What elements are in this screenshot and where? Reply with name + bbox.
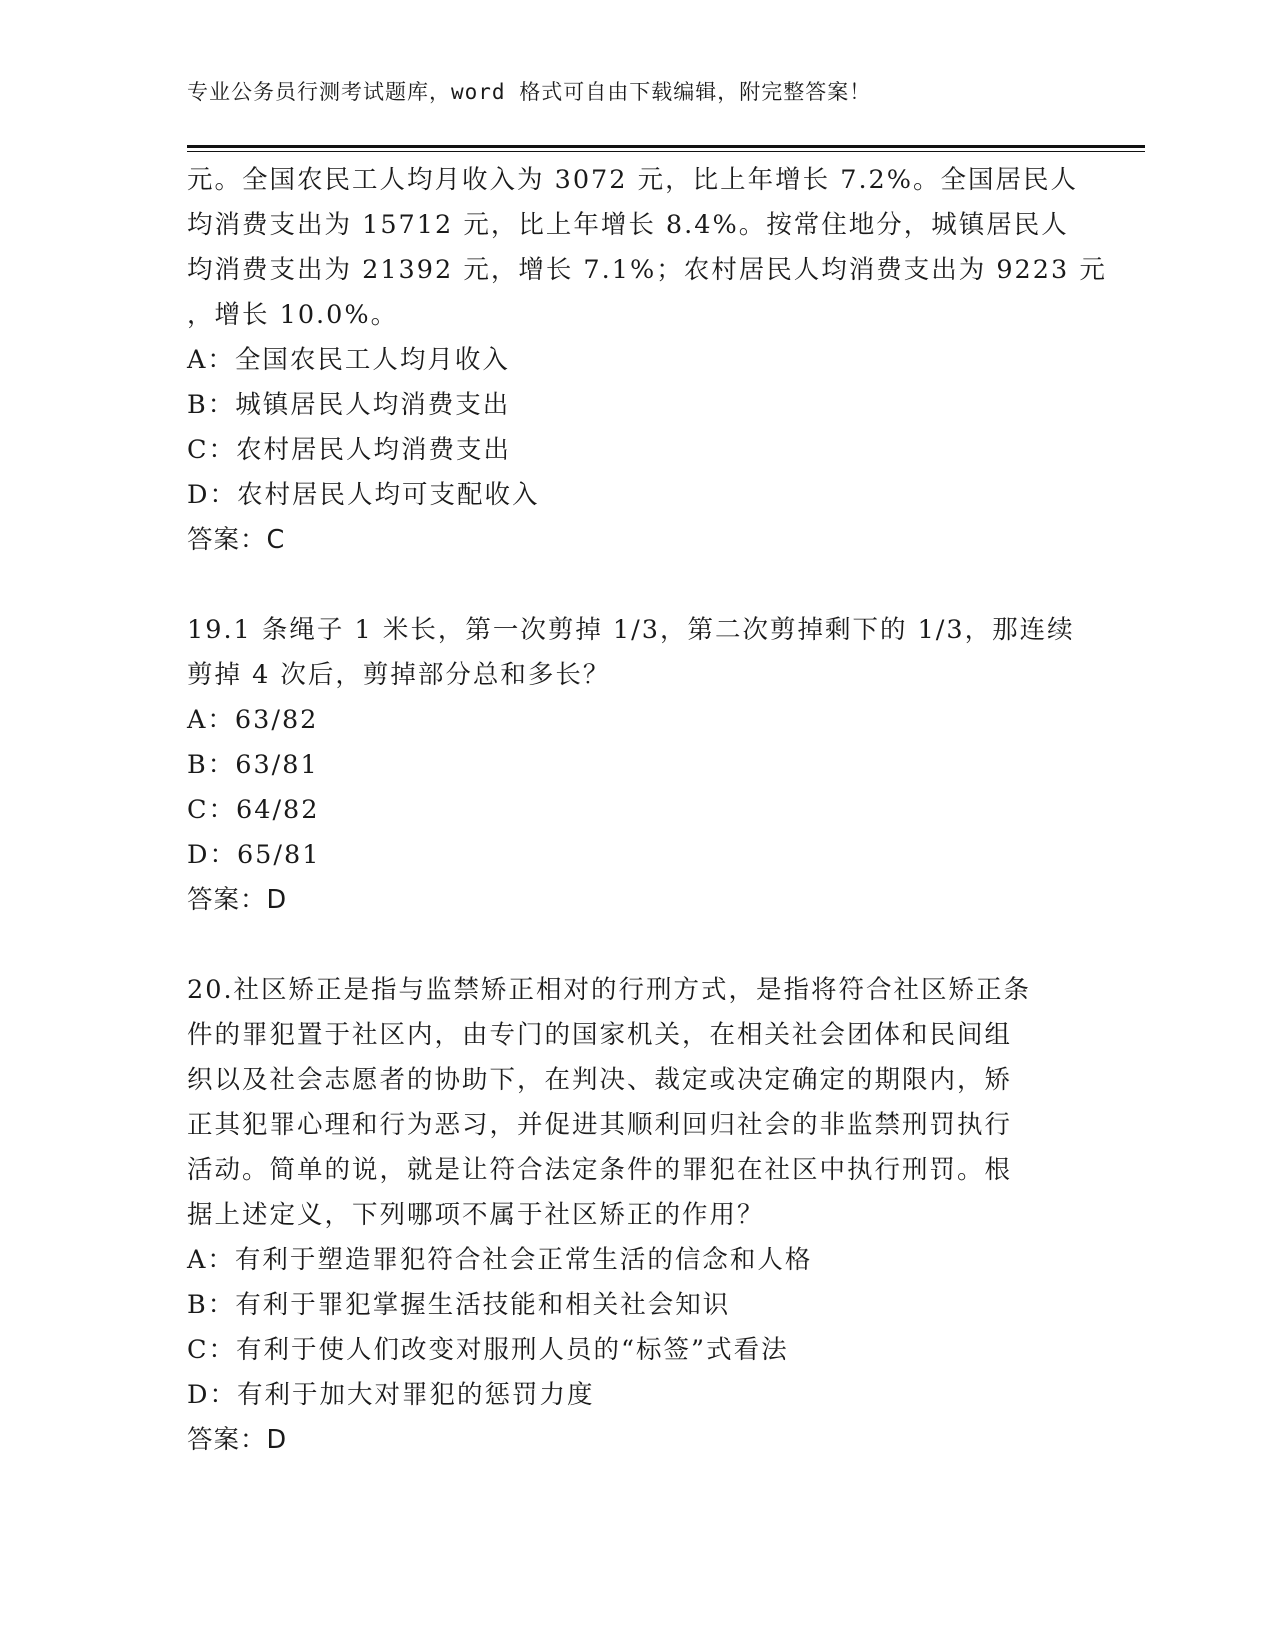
- header-rule-thin: [187, 151, 1145, 152]
- question-stem-line: 织以及社会志愿者的协助下，在判决、裁定或决定确定的期限内，矫: [187, 1065, 1013, 1095]
- question-stem-line: 元。全国农民工人均月收入为 3072 元，比上年增长 7.2%。全国居民人: [187, 165, 1078, 195]
- question-stem-line: 19.1 条绳子 1 米长，第一次剪掉 1/3，第二次剪掉剩下的 1/3，那连续: [187, 615, 1075, 645]
- option-c: C：64/82: [187, 795, 320, 825]
- option-a: A：63/82: [187, 705, 319, 735]
- answer: 答案：D: [187, 885, 288, 915]
- question-stem-line: 均消费支出为 21392 元，增长 7.1%；农村居民人均消费支出为 9223 元: [187, 255, 1107, 285]
- spacer: [187, 923, 1087, 968]
- option-c: C：有利于使人们改变对服刑人员的“标签”式看法: [187, 1335, 789, 1365]
- option-a: A：全国农民工人均月收入: [187, 345, 510, 375]
- question-stem-line: 均消费支出为 15712 元，比上年增长 8.4%。按常住地分，城镇居民人: [187, 210, 1069, 240]
- question-stem-line: ，增长 10.0%。: [187, 300, 399, 330]
- question-stem-line: 剪掉 4 次后，剪掉部分总和多长？: [187, 660, 611, 690]
- option-d: D：农村居民人均可支配收入: [187, 480, 540, 510]
- question-19: [187, 608, 1087, 923]
- page-header: 专业公务员行测考试题库，word 格式可自由下载编辑，附完整答案！: [187, 80, 872, 104]
- question-stem-line: 件的罪犯置于社区内，由专门的国家机关，在相关社会团体和民间组: [187, 1020, 1013, 1050]
- spacer: [187, 563, 1087, 608]
- option-b: B：63/81: [187, 750, 319, 780]
- answer: 答案：C: [187, 525, 286, 555]
- document-body: [187, 158, 1107, 1463]
- question-stem-line: 活动。简单的说，就是让符合法定条件的罪犯在社区中执行刑罚。根: [187, 1155, 1013, 1185]
- question-20: [187, 968, 1087, 1463]
- question-stem-line: 正其犯罪心理和行为恶习，并促进其顺利回归社会的非监禁刑罚执行: [187, 1110, 1013, 1140]
- option-d: D：65/81: [187, 840, 321, 870]
- option-b: B：城镇居民人均消费支出: [187, 390, 511, 420]
- question-18: [187, 158, 1107, 563]
- option-a: A：有利于塑造罪犯符合社会正常生活的信念和人格: [187, 1245, 813, 1275]
- header-rule-thick: [187, 145, 1145, 148]
- option-c: C：农村居民人均消费支出: [187, 435, 512, 465]
- question-stem-line: 据上述定义，下列哪项不属于社区矫正的作用？: [187, 1200, 765, 1230]
- option-b: B：有利于罪犯掌握生活技能和相关社会知识: [187, 1290, 731, 1320]
- option-d: D：有利于加大对罪犯的惩罚力度: [187, 1380, 595, 1410]
- question-stem-line: 20.社区矫正是指与监禁矫正相对的行刑方式，是指将符合社区矫正条: [187, 975, 1032, 1005]
- answer: 答案：D: [187, 1425, 288, 1455]
